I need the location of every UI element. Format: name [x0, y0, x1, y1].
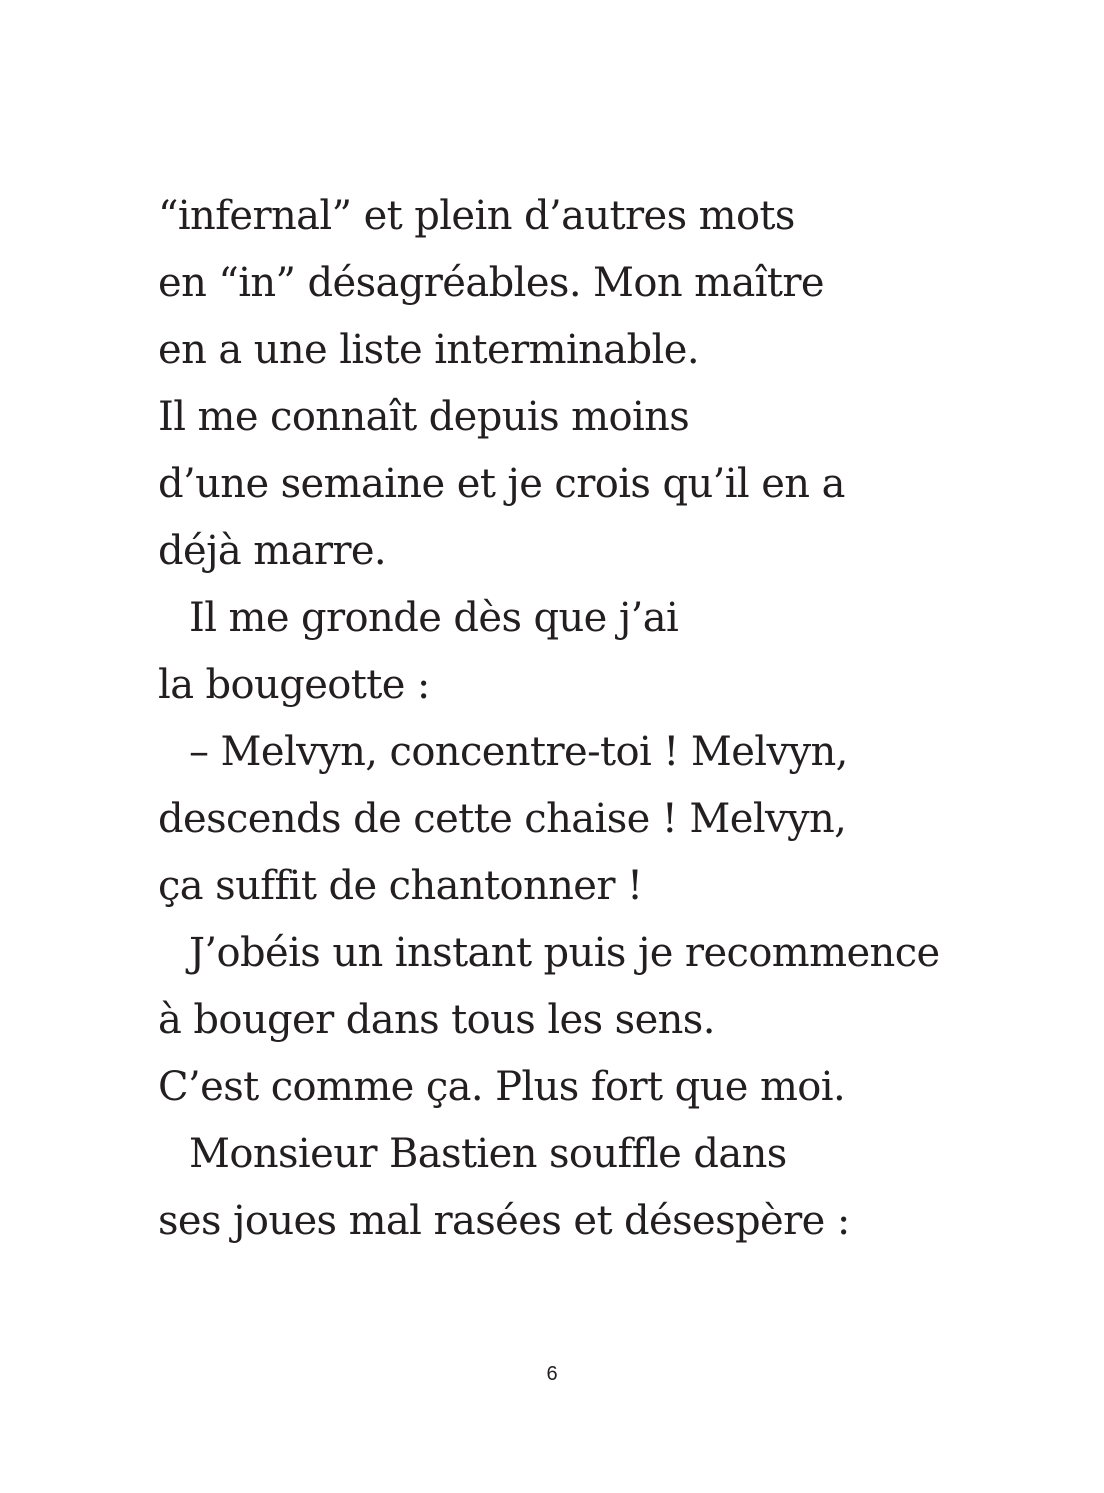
body-text: [158, 183, 1058, 1255]
text-line: à bouger dans tous les sens.: [158, 997, 715, 1043]
text-line: J’obéis un instant puis je recommence: [189, 930, 940, 976]
text-line: déjà marre.: [158, 528, 387, 574]
text-line: Il me gronde dès que j’ai: [189, 595, 679, 641]
page-number: 6: [546, 1363, 558, 1385]
text-line: ses joues mal rasées et désespère :: [158, 1198, 850, 1244]
text-line: Il me connaît depuis moins: [158, 394, 690, 440]
text-line: descends de cette chaise ! Melvyn,: [158, 796, 847, 842]
text-line: en a une liste interminable.: [158, 327, 699, 373]
text-line: Monsieur Bastien souffle dans: [189, 1131, 787, 1177]
text-line: en “in” désagréables. Mon maître: [158, 260, 824, 306]
text-line: ça suffit de chantonner !: [158, 863, 643, 909]
text-line: “infernal” et plein d’autres mots: [158, 193, 795, 239]
text-line: la bougeotte :: [158, 662, 430, 708]
text-line: C’est comme ça. Plus fort que moi.: [158, 1064, 846, 1110]
text-line: d’une semaine et je crois qu’il en a: [158, 461, 845, 507]
text-line: – Melvyn, concentre-toi ! Melvyn,: [189, 729, 848, 775]
